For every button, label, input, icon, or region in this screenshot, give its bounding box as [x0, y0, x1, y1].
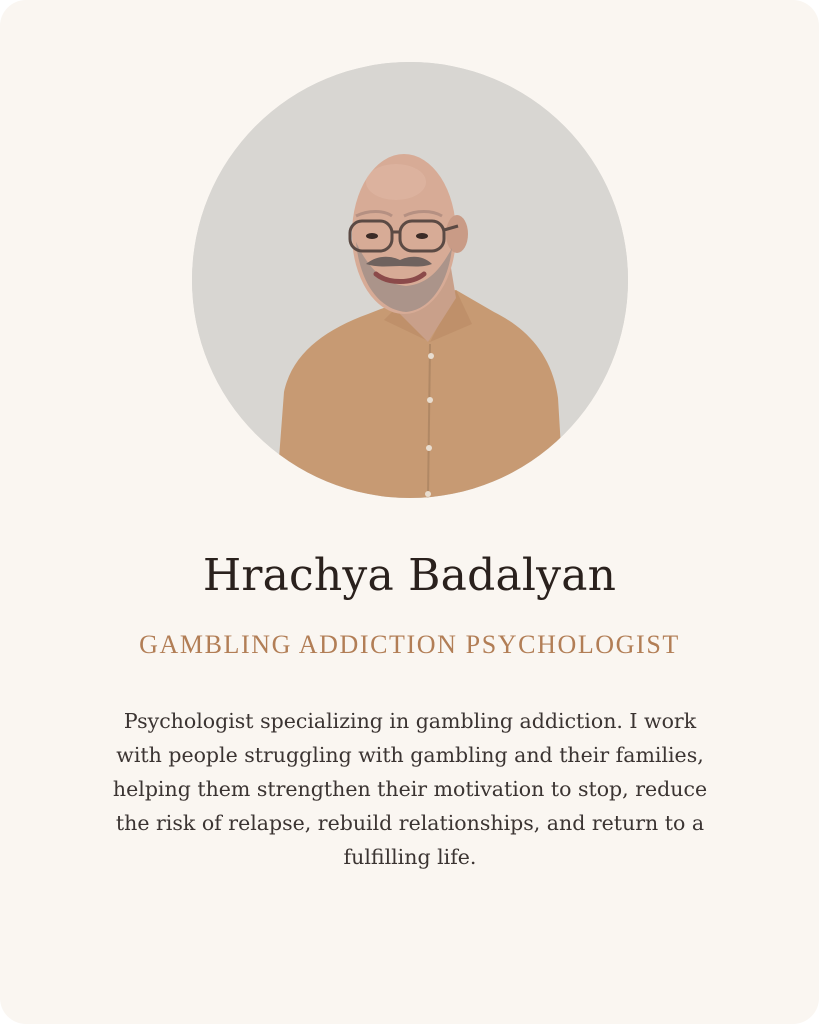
profile-bio: Psychologist specializing in gambling addiction. I work with people struggling with gambling and their families, helping them strengthen their motivation to stop, reduce the risk of relapse, rebuild relationships, and return to a fulfilling life. [112, 709, 708, 869]
profile-title: GAMBLING ADDICTION PSYCHOLOGIST [139, 630, 680, 659]
profile-photo [192, 62, 628, 498]
portrait-illustration [192, 62, 628, 498]
profile-name: Hrachya Badalyan [202, 550, 617, 601]
